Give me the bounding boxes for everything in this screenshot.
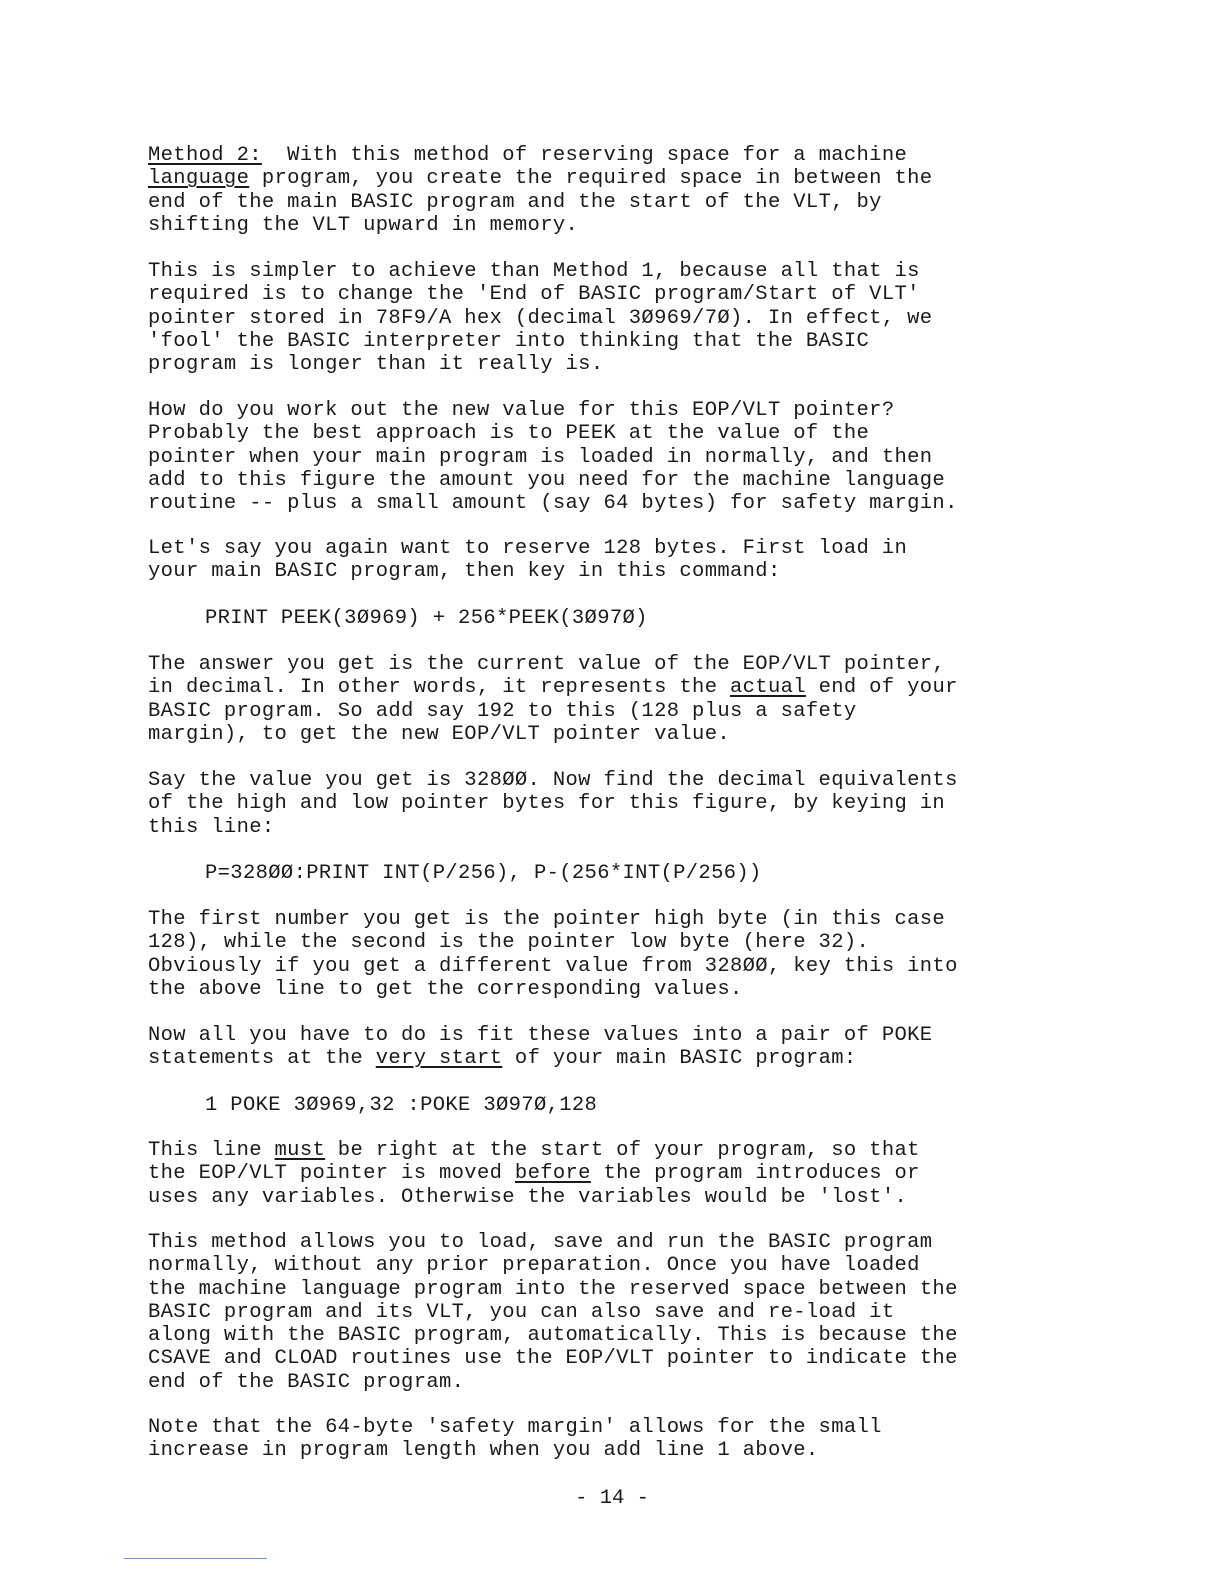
paragraph-reserve-128: Let's say you again want to reserve 128 bytes. First load in your main BASIC program, then key in this command: — [148, 537, 908, 584]
paragraph-answer: The answer you get is the current value of the EOP/VLT pointer, in decimal. In other words, it represents the actual end of your BASIC program. So add say 192 to this (128 plus a safety margin), to get the new EOP/VLT pointer value. — [148, 653, 958, 746]
paragraph-method-2: Method 2: With this method of reserving space for a machine language program, you create the required space in between the end of the main BASIC program and the start of the VLT, by shifting the VLT upward in memory. — [148, 144, 933, 237]
scan-edge-line — [124, 1558, 267, 1559]
code-print-peek: PRINT PEEK(3Ø969) + 256*PEEK(3Ø97Ø) — [205, 607, 648, 630]
paragraph-method-allows: This method allows you to load, save and run the BASIC program normally, without any prior preparation. Once you have loaded the machine language program into the reserved space between the BASIC program and its VLT, you can also save and re-load it along with the BASIC program, automatically. This is because the CSAVE and CLOAD routines use the EOP/VLT pointer to indicate the end of the BASIC program. — [148, 1231, 958, 1394]
paragraph-poke-statements: Now all you have to do is fit these values into a pair of POKE statements at the very start of your main BASIC program: — [148, 1024, 933, 1071]
code-poke-line: 1 POKE 3Ø969,32 :POKE 3Ø97Ø,128 — [205, 1094, 598, 1117]
page-number: - 14 - — [575, 1487, 649, 1510]
paragraph-say-value: Say the value you get is 328ØØ. Now find the decimal equivalents of the high and low pointer bytes for this figure, by keying in this line: — [148, 769, 958, 839]
code-int-split: P=328ØØ:PRINT INT(P/256), P-(256*INT(P/256)) — [205, 862, 762, 885]
paragraph-note: Note that the 64-byte 'safety margin' allows for the small increase in program length when you add line 1 above. — [148, 1416, 882, 1463]
paragraph-line-must: This line must be right at the start of your program, so that the EOP/VLT pointer is moved before the program introduces or uses any variables. Otherwise the variables would be 'lost'. — [148, 1139, 920, 1209]
paragraph-first-number: The first number you get is the pointer high byte (in this case 128), while the second is the pointer low byte (here 32). Obviously if you get a different value from 328ØØ, key this into the above line to get the corresponding values. — [148, 908, 958, 1001]
paragraph-simpler: This is simpler to achieve than Method 1, because all that is required is to change the 'End of BASIC program/Start of VLT' pointer stored in 78F9/A hex (decimal 3Ø969/7Ø). In effect, we 'fool' the BASIC interpreter into thinking that the BASIC program is longer than it really is. — [148, 260, 933, 377]
paragraph-new-value: How do you work out the new value for this EOP/VLT pointer? Probably the best approach is to PEEK at the value of the pointer when your main program is loaded in normally, and then add to this figure the amount you need for the machine language routine -- plus a small amount (say 64 bytes) for safety margin. — [148, 399, 958, 516]
method-heading: Method 2: — [148, 144, 262, 167]
